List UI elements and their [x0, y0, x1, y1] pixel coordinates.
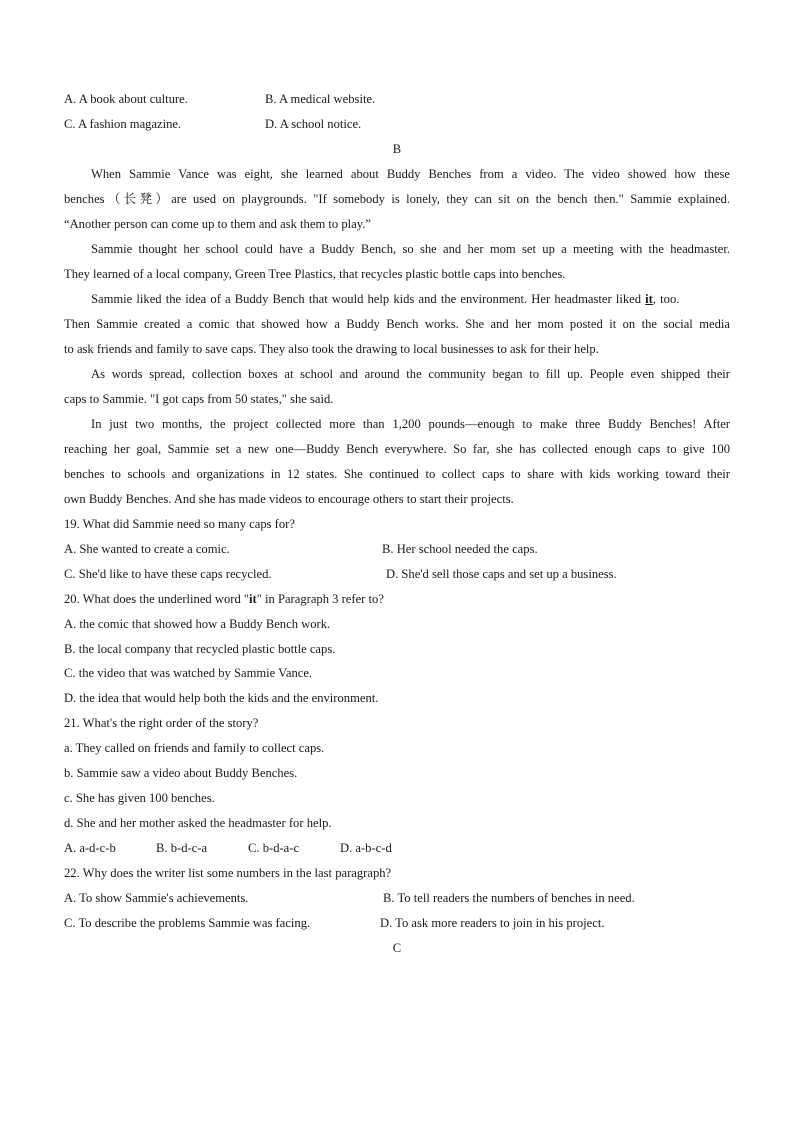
passage-line: When Sammie Vance was eight, she learned about Buddy Benches from a video. The video showed how these [91, 167, 730, 181]
passage-line: Then Sammie created a comic that showed how a Buddy Bench works. She and her mom posted it on the social media [64, 317, 730, 331]
passage-line: “Another person can come up to them and ask them to play.” [64, 217, 371, 231]
question-20-option-d: D. the idea that would help both the kids and the environment. [64, 691, 379, 705]
question-21-item-d: d. She and her mother asked the headmaster for help. [64, 816, 332, 830]
passage-line [91, 291, 679, 307]
passage-line: caps to Sammie. "I got caps from 50 states," she said. [64, 392, 334, 406]
question-22-option-c: C. To describe the problems Sammie was facing. [64, 916, 311, 930]
passage-text: , too. [652, 292, 680, 306]
section-heading-b: B [392, 142, 402, 156]
question-22-option-a: A. To show Sammie's achievements. [64, 891, 249, 905]
question-20-option-c: C. the video that was watched by Sammie Vance. [64, 666, 313, 680]
question-21-option-c: C. b-d-a-c [248, 841, 300, 855]
passage-line: reaching her goal, Sammie set a new one—Buddy Bench everywhere. So far, she has collected enough caps to give 100 [64, 442, 730, 456]
question-21-item-c: c. She has given 100 benches. [64, 791, 215, 805]
question-22-stem: 22. Why does the writer list some numbers in the last paragraph? [64, 866, 392, 880]
passage-line: own Buddy Benches. And she has made videos to encourage others to start their projects. [64, 492, 514, 506]
question-21-option-d: D. a-b-c-d [340, 841, 392, 855]
option-c: C. A fashion magazine. [64, 117, 182, 131]
question-21-option-a: A. a-d-c-b [64, 841, 116, 855]
question-21-stem: 21. What's the right order of the story? [64, 716, 259, 730]
question-19-option-b: B. Her school needed the caps. [382, 542, 538, 556]
question-text: " in Paragraph 3 refer to? [256, 592, 384, 606]
passage-line: to ask friends and family to save caps. They also took the drawing to local businesses to ask for their help. [64, 342, 599, 356]
question-19-stem: 19. What did Sammie need so many caps for? [64, 517, 295, 531]
question-19-option-a: A. She wanted to create a comic. [64, 542, 230, 556]
passage-line: benches（长凳）are used on playgrounds. "If somebody is lonely, they can sit on the bench then." Sammie explained. [64, 192, 730, 206]
question-21-item-a: a. They called on friends and family to collect caps. [64, 741, 325, 755]
question-19-option-c: C. She'd like to have these caps recycled. [64, 567, 272, 581]
section-heading-c: C [392, 941, 402, 955]
underlined-word-it: it [645, 292, 653, 306]
passage-line: benches to schools and organizations in 12 states. She continued to collect caps to share with kids working toward their [64, 467, 730, 481]
question-20-stem [64, 591, 384, 607]
question-text: 20. What does the underlined word " [64, 592, 250, 606]
option-b: B. A medical website. [265, 92, 376, 106]
passage-line: As words spread, collection boxes at school and around the community began to fill up. People even shipped their [91, 367, 730, 381]
question-20-option-b: B. the local company that recycled plastic bottle caps. [64, 642, 336, 656]
passage-line: In just two months, the project collected more than 1,200 pounds—enough to make three Buddy Benches! After [91, 417, 730, 431]
question-22-option-d: D. To ask more readers to join in his project. [380, 916, 605, 930]
option-d: D. A school notice. [265, 117, 362, 131]
passage-line: Sammie thought her school could have a Buddy Bench, so she and her mom set up a meeting with the headmaster. [91, 242, 730, 256]
question-19-option-d: D. She'd sell those caps and set up a business. [386, 567, 617, 581]
passage-text: Sammie liked the idea of a Buddy Bench that would help kids and the environment. Her headmaster liked [91, 292, 646, 306]
passage-line: They learned of a local company, Green Tree Plastics, that recycles plastic bottle caps into benches. [64, 267, 566, 281]
question-bold-it: it [249, 592, 257, 606]
question-20-option-a: A. the comic that showed how a Buddy Bench work. [64, 617, 331, 631]
question-21-item-b: b. Sammie saw a video about Buddy Benches. [64, 766, 298, 780]
question-22-option-b: B. To tell readers the numbers of benches in need. [383, 891, 635, 905]
question-21-option-b: B. b-d-c-a [156, 841, 208, 855]
option-a: A. A book about culture. [64, 92, 188, 106]
